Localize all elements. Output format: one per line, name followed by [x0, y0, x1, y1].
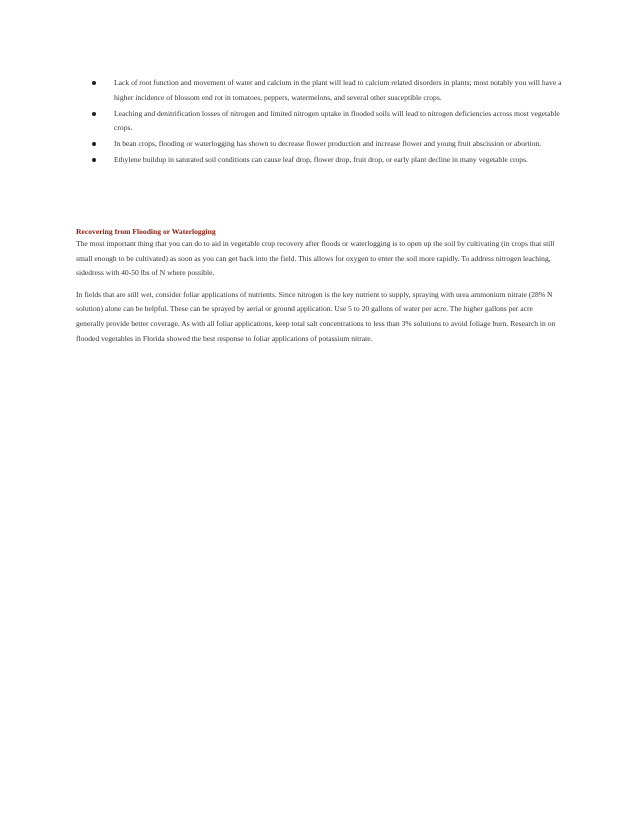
list-item — [92, 76, 562, 105]
bullet-icon — [92, 81, 96, 85]
list-item — [92, 153, 562, 168]
bullet-icon — [92, 158, 96, 162]
paragraph: In fields that are still wet, consider foliar applications of nutrients. Since nitrogen is the key nutrient to supply, spraying with urea ammonium nitrate (28% N solution) alone can be helpful. These can be sprayed by aerial or ground application. Use 5 to 20 gallons of water per acre. The higher gallons per acre generally provide better coverage. As with all foliar applications, keep total salt concentrations to less than 3% solutions to avoid foliage burn. Research in on flooded vegetables in Florida showed the best response to foliar applications of potassium nitrate. — [76, 289, 556, 343]
bullet-icon — [92, 112, 96, 116]
list-item-text: Ethylene buildup in saturated soil conditions can cause leaf drop, flower drop, fruit drop, or early plant decline in many vegetable crops. — [114, 155, 528, 165]
list-item-text: Leaching and denitrification losses of nitrogen and limited nitrogen uptake in flooded soils will lead to nitrogen deficiencies across most vegetable crops. — [114, 108, 560, 133]
list-item-text: Lack of root function and movement of water and calcium in the plant will lead to calcium related disorders in plants; most notably you will have a higher incidence of blossom end rot in tomatoes, peppers, watermelons, and several other susceptible crops. — [114, 78, 562, 102]
list-item — [92, 107, 562, 136]
section-heading: Recovering from Flooding or Waterlogging — [76, 227, 216, 236]
list-item — [92, 137, 562, 152]
list-item-text: In bean crops, flooding or waterlogging has shown to decrease flower production and increase flower and young fruit abscission or abortion. — [114, 139, 542, 149]
paragraph: The most important thing that you can do to aid in vegetable crop recovery after floods or waterlogging is to open up the soil by cultivating (in crops that still small enough to be cultivated) as soon as you can get back into the field. This allows for oxygen to enter the soil more rapidly. To address nitrogen leaching, sidedress with 40-50 lbs of N where possible. — [76, 239, 555, 278]
bullet-icon — [92, 142, 96, 146]
bullet-list — [92, 76, 562, 169]
recovery-section — [76, 226, 562, 353]
